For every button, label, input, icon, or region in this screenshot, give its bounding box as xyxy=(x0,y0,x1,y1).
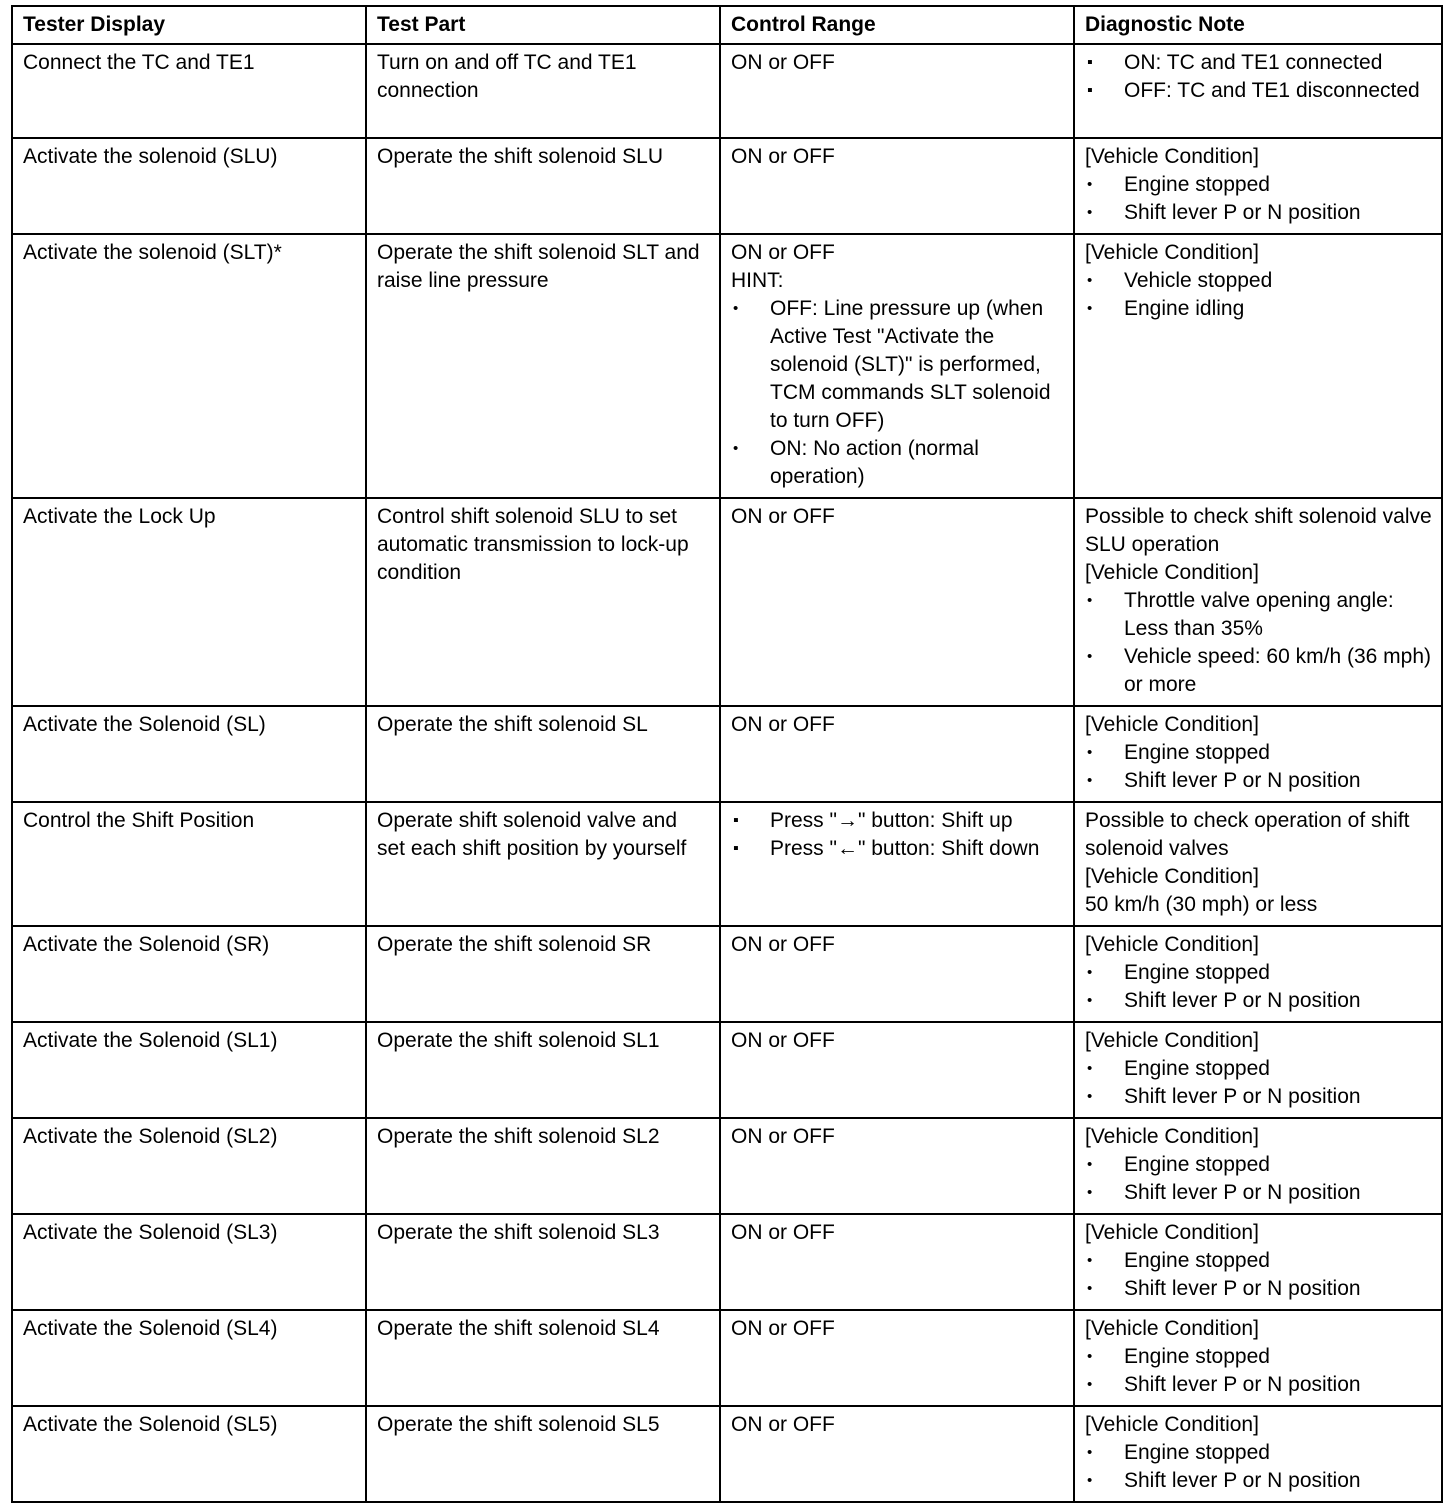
diagnostic-note-cell xyxy=(1074,926,1442,1022)
diagnostic-note-cell xyxy=(1074,44,1442,138)
note-heading: [Vehicle Condition] xyxy=(1085,561,1259,584)
table-row xyxy=(12,1310,1442,1406)
note-bullet: • Shift lever P or N position xyxy=(1085,987,1432,1015)
tester-display-cell: Control the Shift Position xyxy=(12,802,366,926)
note-bullet: • Shift lever P or N position xyxy=(1085,1371,1432,1399)
note-bullet: ▪ ON: TC and TE1 connected xyxy=(1085,49,1432,77)
control-range-cell: ON or OFF xyxy=(720,498,1074,706)
note-tail: 50 km/h (30 mph) or less xyxy=(1085,893,1318,916)
table-row xyxy=(12,234,1442,498)
control-bullet: ▪ Press "←" button: Shift down xyxy=(731,835,1064,863)
diagnostic-note-cell xyxy=(1074,1310,1442,1406)
note-bullet-list xyxy=(1085,959,1432,1015)
control-range-cell: ON or OFF xyxy=(720,44,1074,138)
control-range-cell: ON or OFF xyxy=(720,706,1074,802)
tester-display-cell: Activate the Solenoid (SL5) xyxy=(12,1406,366,1502)
note-bullet-list xyxy=(1085,267,1432,323)
active-test-table xyxy=(11,5,1443,1503)
test-part-cell: Operate the shift solenoid SL4 xyxy=(366,1310,720,1406)
test-part-cell: Operate the shift solenoid SL1 xyxy=(366,1022,720,1118)
test-part-cell: Operate shift solenoid valve and set each shift position by yourself xyxy=(366,802,720,926)
note-bullet: • Shift lever P or N position xyxy=(1085,767,1432,795)
tester-display-cell: Activate the Lock Up xyxy=(12,498,366,706)
control-range-cell: ON or OFF xyxy=(720,1022,1074,1118)
note-heading: [Vehicle Condition] xyxy=(1085,1413,1259,1436)
header-row xyxy=(12,6,1442,44)
table-row xyxy=(12,138,1442,234)
tester-display-cell: Activate the Solenoid (SL1) xyxy=(12,1022,366,1118)
table-row xyxy=(12,44,1442,138)
table-row xyxy=(12,498,1442,706)
note-bullet: • Engine stopped xyxy=(1085,1343,1432,1371)
tester-display-cell: Activate the Solenoid (SL2) xyxy=(12,1118,366,1214)
control-bullet: ▪ Press "→" button: Shift up xyxy=(731,807,1064,835)
table-row xyxy=(12,1022,1442,1118)
header-tester-display: Tester Display xyxy=(12,6,366,44)
diagnostic-note-cell xyxy=(1074,1022,1442,1118)
tester-display-cell: Activate the Solenoid (SL) xyxy=(12,706,366,802)
test-part-cell: Operate the shift solenoid SL3 xyxy=(366,1214,720,1310)
note-heading: [Vehicle Condition] xyxy=(1085,933,1259,956)
note-intro: Possible to check operation of shift solenoid valves xyxy=(1085,809,1410,860)
note-heading: [Vehicle Condition] xyxy=(1085,713,1259,736)
control-bullet: • ON: No action (normal operation) xyxy=(731,435,1064,491)
note-bullet: • Throttle valve opening angle: Less than 35% xyxy=(1085,587,1432,643)
note-bullet: • Shift lever P or N position xyxy=(1085,1467,1432,1495)
table-row xyxy=(12,1214,1442,1310)
note-bullet-list xyxy=(1085,587,1432,699)
note-bullet: • Shift lever P or N position xyxy=(1085,199,1432,227)
control-bullet: • OFF: Line pressure up (when Active Test "Activate the solenoid (SLT)" is performed, TCM commands SLT solenoid to turn OFF) xyxy=(731,295,1064,435)
note-bullet: ▪ OFF: TC and TE1 disconnected xyxy=(1085,77,1432,105)
header-control-range: Control Range xyxy=(720,6,1074,44)
control-range-cell xyxy=(720,234,1074,498)
test-part-cell: Turn on and off TC and TE1 connection xyxy=(366,44,720,138)
note-intro: Possible to check shift solenoid valve SLU operation xyxy=(1085,505,1432,556)
tester-display-cell: Activate the solenoid (SLT)* xyxy=(12,234,366,498)
tester-display-cell: Activate the Solenoid (SL3) xyxy=(12,1214,366,1310)
diagnostic-note-cell xyxy=(1074,802,1442,926)
note-bullet: • Engine stopped xyxy=(1085,171,1432,199)
control-range-cell: ON or OFF xyxy=(720,138,1074,234)
tester-display-cell: Connect the TC and TE1 xyxy=(12,44,366,138)
test-part-cell: Operate the shift solenoid SL2 xyxy=(366,1118,720,1214)
note-bullet: • Engine idling xyxy=(1085,295,1432,323)
note-bullet: • Engine stopped xyxy=(1085,1439,1432,1467)
note-heading: [Vehicle Condition] xyxy=(1085,241,1259,264)
header-test-part: Test Part xyxy=(366,6,720,44)
control-range-cell: ON or OFF xyxy=(720,1406,1074,1502)
tester-display-cell: Activate the Solenoid (SL4) xyxy=(12,1310,366,1406)
note-bullet-list xyxy=(1085,1151,1432,1207)
test-part-cell: Operate the shift solenoid SL5 xyxy=(366,1406,720,1502)
note-bullet: • Engine stopped xyxy=(1085,1151,1432,1179)
note-bullet: • Engine stopped xyxy=(1085,739,1432,767)
note-bullet-list xyxy=(1085,171,1432,227)
note-bullet-list xyxy=(1085,49,1432,105)
table-row xyxy=(12,926,1442,1022)
diagnostic-note-cell xyxy=(1074,234,1442,498)
note-bullet: • Shift lever P or N position xyxy=(1085,1179,1432,1207)
control-range-value: ON or OFF xyxy=(731,241,835,264)
control-range-cell: ON or OFF xyxy=(720,1118,1074,1214)
note-bullet: • Shift lever P or N position xyxy=(1085,1275,1432,1303)
table-row xyxy=(12,1118,1442,1214)
note-bullet-list xyxy=(1085,1343,1432,1399)
note-bullet: • Engine stopped xyxy=(1085,1055,1432,1083)
control-range-cell: ON or OFF xyxy=(720,926,1074,1022)
control-range-cell: ON or OFF xyxy=(720,1214,1074,1310)
note-bullet-list xyxy=(1085,1247,1432,1303)
note-bullet-list xyxy=(1085,1055,1432,1111)
note-bullet: • Vehicle stopped xyxy=(1085,267,1432,295)
diagnostic-note-cell xyxy=(1074,1118,1442,1214)
header-diagnostic-note: Diagnostic Note xyxy=(1074,6,1442,44)
test-part-cell: Operate the shift solenoid SLU xyxy=(366,138,720,234)
note-heading: [Vehicle Condition] xyxy=(1085,1317,1259,1340)
table-row xyxy=(12,802,1442,926)
test-part-cell: Operate the shift solenoid SLT and raise line pressure xyxy=(366,234,720,498)
note-heading: [Vehicle Condition] xyxy=(1085,865,1259,888)
control-range-cell: ON or OFF xyxy=(720,1310,1074,1406)
note-bullet: • Shift lever P or N position xyxy=(1085,1083,1432,1111)
note-bullet: • Vehicle speed: 60 km/h (36 mph) or more xyxy=(1085,643,1432,699)
table-row xyxy=(12,1406,1442,1502)
control-hint-label: HINT: xyxy=(731,269,784,292)
tester-display-cell: Activate the Solenoid (SR) xyxy=(12,926,366,1022)
note-bullet: • Engine stopped xyxy=(1085,1247,1432,1275)
note-heading: [Vehicle Condition] xyxy=(1085,1029,1259,1052)
diagnostic-note-cell xyxy=(1074,706,1442,802)
control-range-cell xyxy=(720,802,1074,926)
note-bullet-list xyxy=(1085,1439,1432,1495)
note-heading: [Vehicle Condition] xyxy=(1085,145,1259,168)
diagnostic-note-cell xyxy=(1074,138,1442,234)
table-row xyxy=(12,706,1442,802)
test-part-cell: Operate the shift solenoid SR xyxy=(366,926,720,1022)
diagnostic-note-cell xyxy=(1074,498,1442,706)
control-bullet-list xyxy=(731,295,1064,491)
diagnostic-note-cell xyxy=(1074,1406,1442,1502)
test-part-cell: Control shift solenoid SLU to set automatic transmission to lock-up condition xyxy=(366,498,720,706)
test-part-cell: Operate the shift solenoid SL xyxy=(366,706,720,802)
note-heading: [Vehicle Condition] xyxy=(1085,1221,1259,1244)
diagnostic-note-cell xyxy=(1074,1214,1442,1310)
tester-display-cell: Activate the solenoid (SLU) xyxy=(12,138,366,234)
control-bullet-list xyxy=(731,807,1064,863)
note-bullet: • Engine stopped xyxy=(1085,959,1432,987)
note-heading: [Vehicle Condition] xyxy=(1085,1125,1259,1148)
note-bullet-list xyxy=(1085,739,1432,795)
